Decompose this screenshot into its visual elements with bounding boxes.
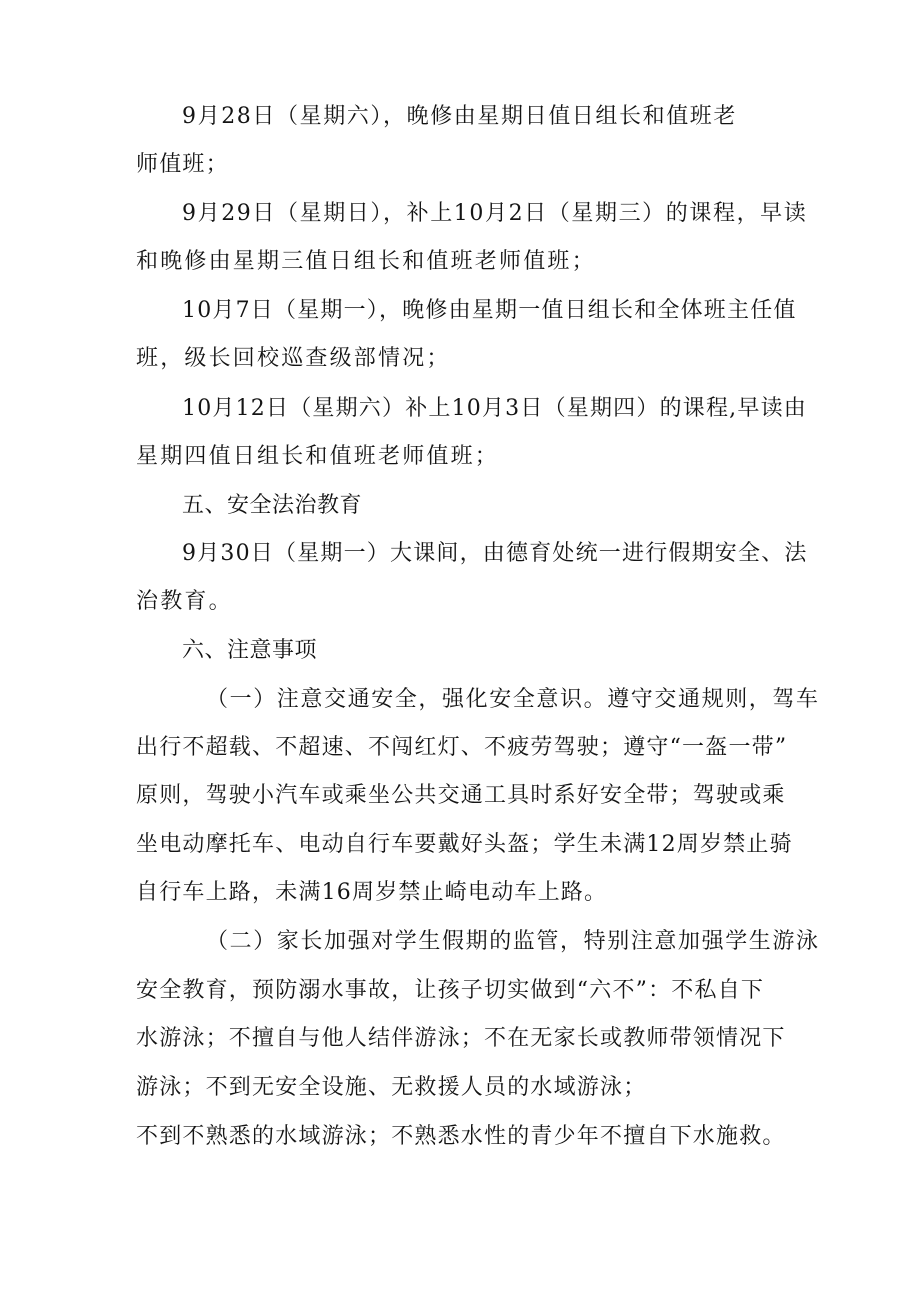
paragraph-line: 原则，驾驶小汽车或乘坐公共交通工具时系好安全带；驾驶或乘 [136,783,786,808]
paragraph-line: 安全教育，预防溺水事故，让孩子切实做到“六不”：不私自下 [136,978,765,1003]
paragraph-line: （一）注意交通安全，强化安全意识。遵守交通规则，驾车 [206,687,820,712]
section-heading-safety-law: 五、安全法治教育 [182,493,363,518]
paragraph-line: 9月30日（星期一）大课间，由德育处统一进行假期安全、法 [182,541,808,566]
paragraph-line: 自行车上路，未满16周岁禁止崎电动车上路。 [136,880,608,905]
paragraph-line: 治教育。 [136,589,233,614]
paragraph-line: 水游泳；不擅自与他人结伴游泳；不在无家长或教师带领情况下 [136,1026,786,1051]
paragraph-line: （二）家长加强对学生假期的监管，特别注意加强学生游泳 [206,929,820,954]
paragraph-line: 游泳；不到无安全设施、无救援人员的水域游泳； [136,1075,647,1100]
paragraph-line: 班，级长回校巡查级部情况； [136,346,451,371]
paragraph-line: 不到不熟悉的水域游泳；不熟悉水性的青少年不擅自下水施救。 [136,1124,786,1149]
paragraph-line: 师值班； [136,152,229,177]
section-heading-notes: 六、注意事项 [182,638,318,663]
paragraph-line: 9月28日（星期六），晚修由星期日值日组长和值班老 [182,104,737,129]
paragraph-line: 出行不超载、不超速、不闯红灯、不疲劳驾驶；遵守“一盔一带” [136,735,788,760]
paragraph-line: 坐电动摩托车、电动自行车要戴好头盔；学生未满12周岁禁止骑 [136,832,793,857]
paragraph-line: 10月7日（星期一），晚修由星期一值日组长和全体班主任值 [182,298,797,323]
paragraph-line: 10月12日（星期六）补上10月3日（星期四）的课程,早读由 [182,396,807,421]
paragraph-line: 星期四值日组长和值班老师值班； [136,444,500,469]
paragraph-line: 9月29日（星期日），补上10月2日（星期三）的课程，早读 [182,201,808,226]
paragraph-line: 和晚修由星期三值日组长和值班老师值班； [136,249,596,274]
